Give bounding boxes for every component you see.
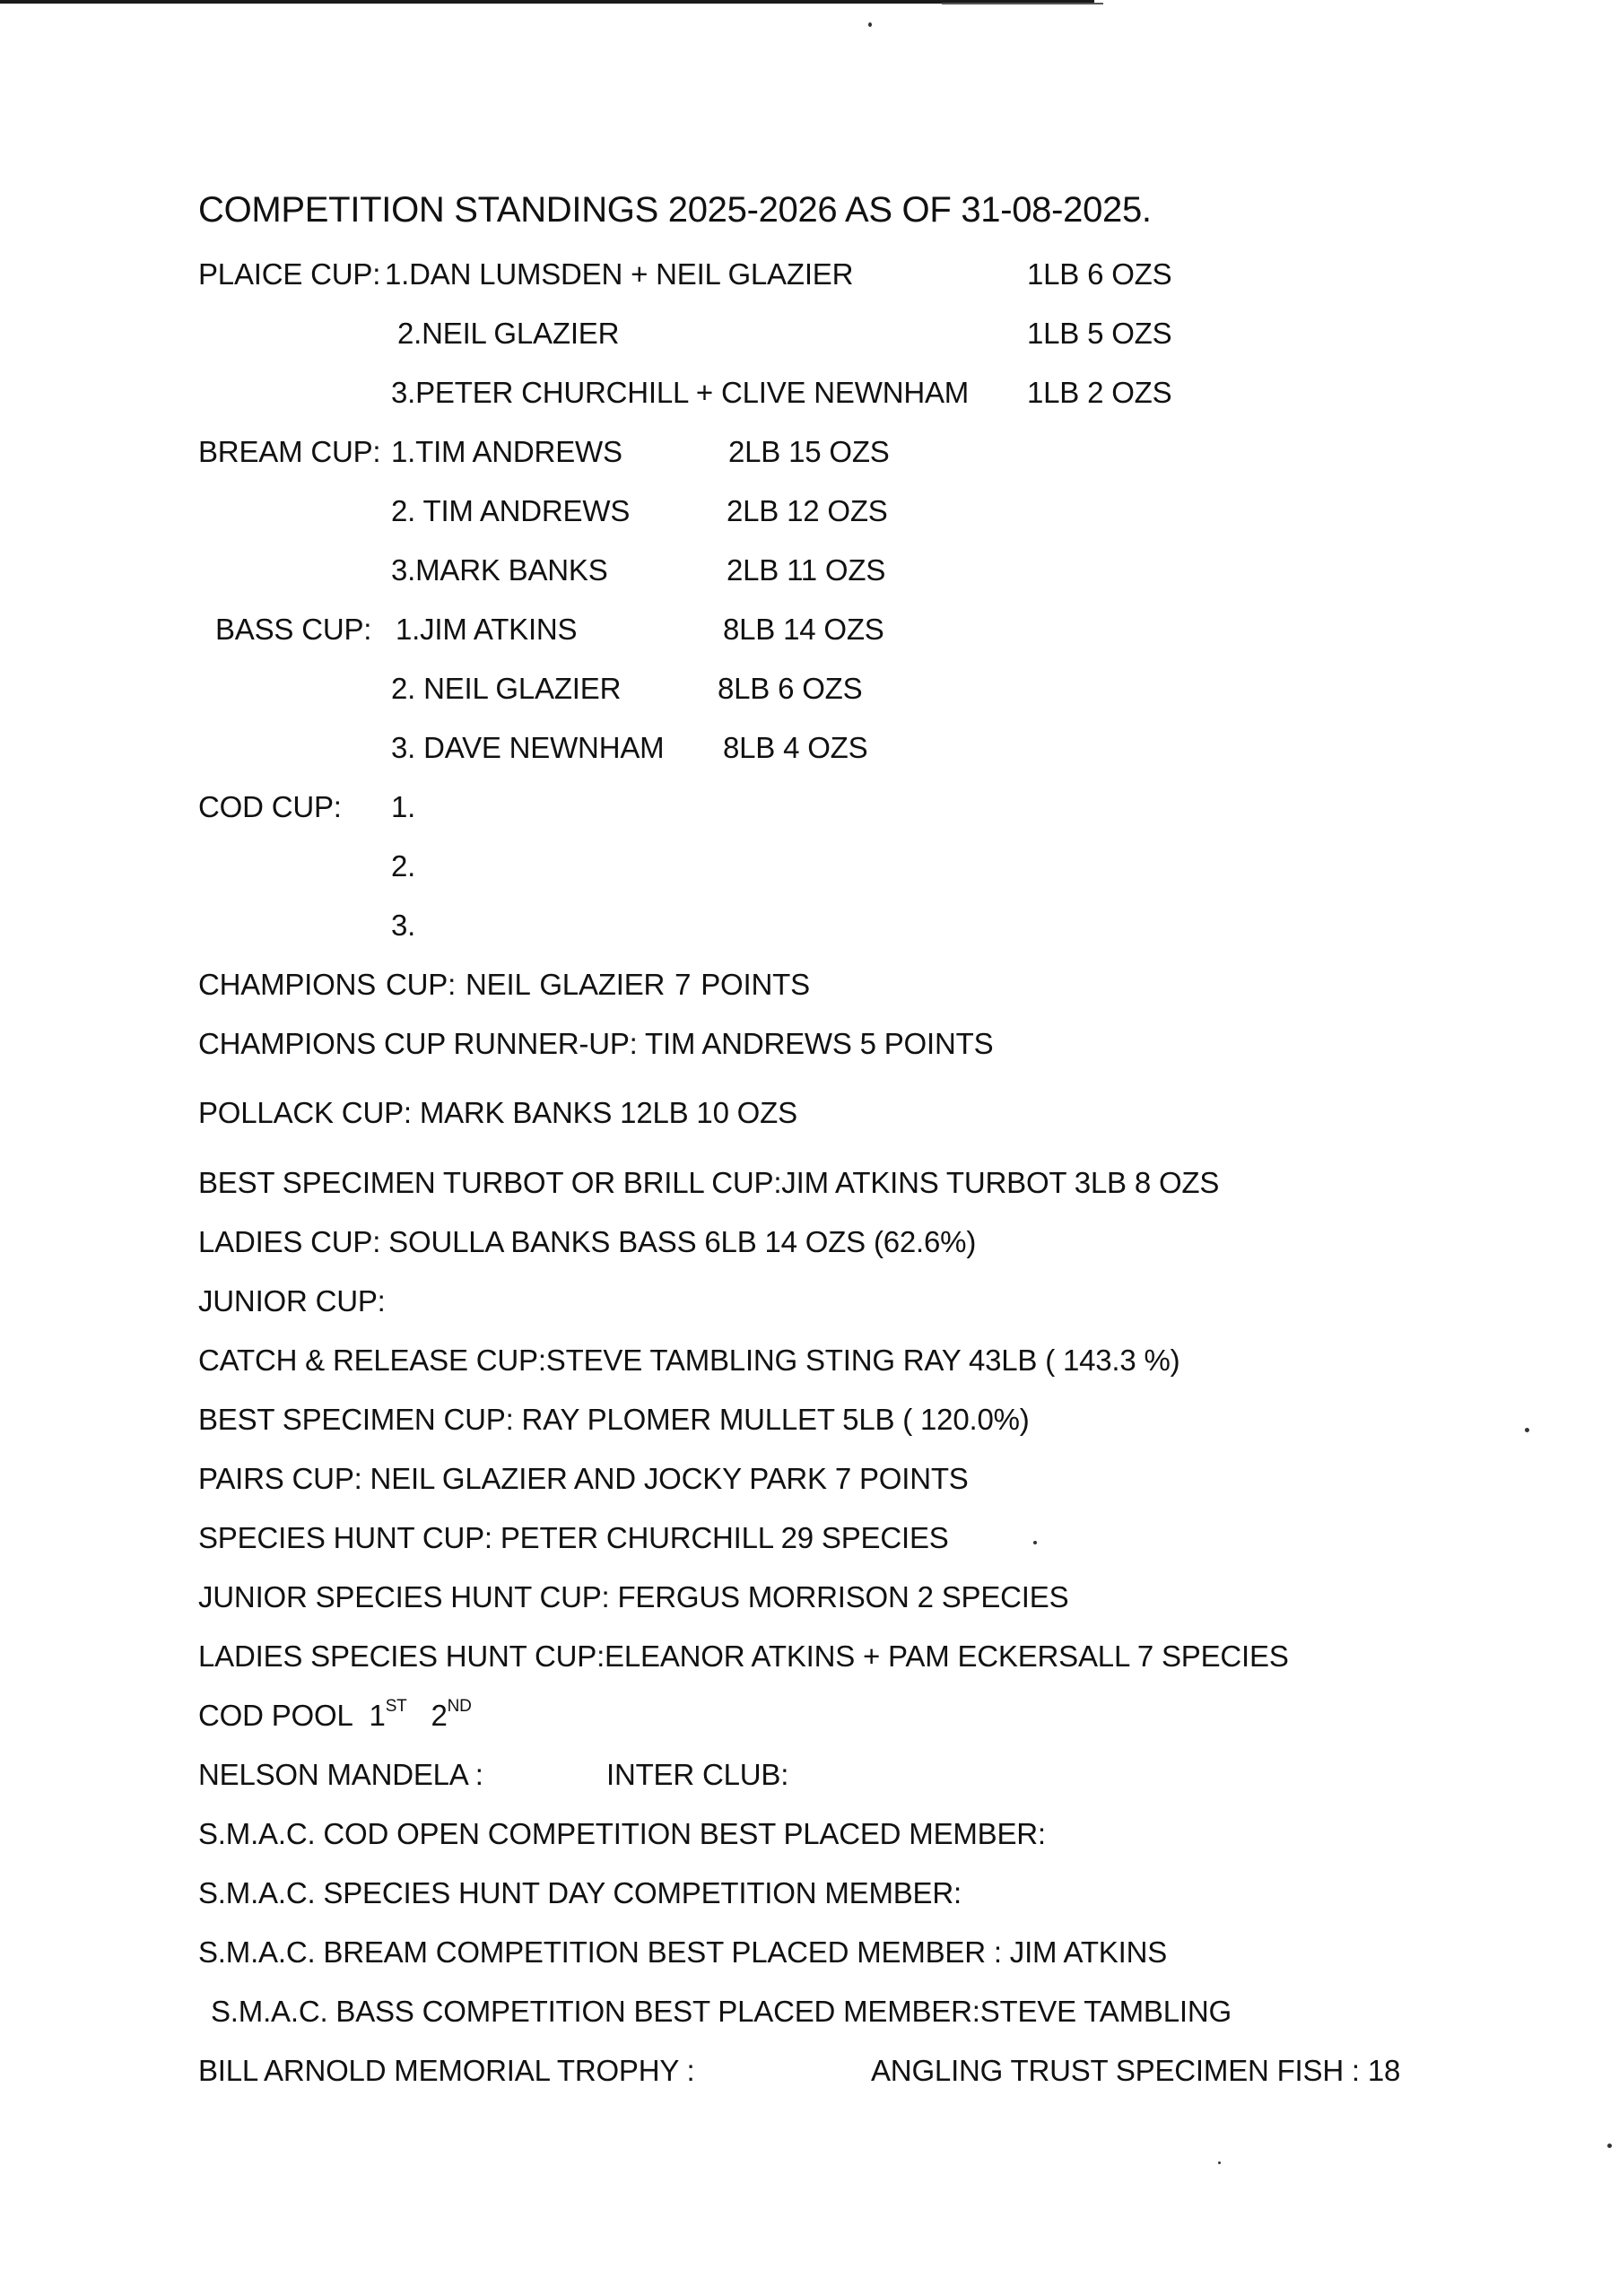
smac-cod-open-line: S.M.A.C. COD OPEN COMPETITION BEST PLACED MEMBER: bbox=[198, 1817, 1046, 1850]
junior-cup-line: JUNIOR CUP: bbox=[198, 1284, 386, 1318]
smac-bream-line: S.M.A.C. BREAM COMPETITION BEST PLACED MEMBER : JIM ATKINS bbox=[198, 1935, 1168, 1969]
bream-cup-label: BREAM CUP: bbox=[198, 435, 381, 468]
cod-place-3: 3. bbox=[391, 909, 416, 942]
bream-weight-2: 2LB 12 OZS bbox=[727, 494, 888, 527]
bass-weight-1: 8LB 14 OZS bbox=[723, 613, 884, 646]
plaice-weight-2: 1LB 5 OZS bbox=[1027, 317, 1172, 350]
angling-trust-specimen-line: ANGLING TRUST SPECIMEN FISH : 18 bbox=[871, 2054, 1401, 2087]
plaice-cup-label: PLAICE CUP: bbox=[198, 257, 381, 291]
inter-club-label: INTER CLUB: bbox=[606, 1758, 789, 1791]
page-title: COMPETITION STANDINGS 2025-2026 AS OF 31-08-2025. bbox=[198, 190, 1152, 230]
cod-pool-label: COD POOL bbox=[198, 1699, 353, 1732]
scan-speck bbox=[1525, 1428, 1529, 1432]
bream-weight-3: 2LB 11 OZS bbox=[727, 553, 886, 587]
pollack-cup-line: POLLACK CUP: MARK BANKS 12LB 10 OZS bbox=[198, 1096, 797, 1129]
bass-weight-3: 8LB 4 OZS bbox=[723, 731, 868, 764]
bream-weight-1: 2LB 15 OZS bbox=[728, 435, 890, 468]
bream-place-2: 2. TIM ANDREWS bbox=[391, 494, 631, 527]
bass-place-2: 2. NEIL GLAZIER bbox=[391, 672, 622, 705]
junior-species-hunt-cup-line: JUNIOR SPECIES HUNT CUP: FERGUS MORRISON 2 SPECIES bbox=[198, 1580, 1069, 1613]
cod-pool-line bbox=[198, 1698, 472, 1734]
cod-place-1: 1. bbox=[391, 790, 416, 823]
cod-pool-first-sup: ST bbox=[385, 1697, 407, 1716]
bass-place-1: 1.JIM ATKINS bbox=[396, 613, 578, 646]
champions-runner-up-line: CHAMPIONS CUP RUNNER-UP: TIM ANDREWS 5 POINTS bbox=[198, 1027, 994, 1060]
scan-speck bbox=[1218, 2161, 1221, 2164]
smac-bass-line: S.M.A.C. BASS COMPETITION BEST PLACED MEMBER:STEVE TAMBLING bbox=[211, 1995, 1232, 2028]
species-hunt-cup-line: SPECIES HUNT CUP: PETER CHURCHILL 29 SPECIES bbox=[198, 1521, 949, 1554]
scan-speck bbox=[868, 22, 872, 27]
bream-place-3: 3.MARK BANKS bbox=[391, 553, 608, 587]
cod-cup-label: COD CUP: bbox=[198, 790, 342, 823]
cod-pool-second-sup: ND bbox=[447, 1697, 472, 1716]
plaice-place-2: 2.NEIL GLAZIER bbox=[397, 317, 620, 350]
scan-top-edge-fragment bbox=[942, 3, 1103, 4]
cod-pool-first-num: 1 bbox=[369, 1699, 386, 1732]
ladies-species-hunt-cup-line: LADIES SPECIES HUNT CUP:ELEANOR ATKINS + PAM ECKERSALL 7 SPECIES bbox=[198, 1639, 1289, 1673]
plaice-weight-3: 1LB 2 OZS bbox=[1027, 376, 1172, 409]
turbot-brill-cup-line: BEST SPECIMEN TURBOT OR BRILL CUP:JIM ATKINS TURBOT 3LB 8 OZS bbox=[198, 1166, 1220, 1199]
scan-speck bbox=[1607, 2144, 1612, 2148]
bill-arnold-trophy-label: BILL ARNOLD MEMORIAL TROPHY : bbox=[198, 2054, 695, 2087]
cod-place-2: 2. bbox=[391, 849, 416, 883]
plaice-place-3: 3.PETER CHURCHILL + CLIVE NEWNHAM bbox=[391, 376, 970, 409]
smac-species-hunt-line: S.M.A.C. SPECIES HUNT DAY COMPETITION MEMBER: bbox=[198, 1876, 962, 1909]
plaice-place-1: 1.DAN LUMSDEN + NEIL GLAZIER bbox=[385, 257, 854, 291]
ladies-cup-line: LADIES CUP: SOULLA BANKS BASS 6LB 14 OZS (62.6%) bbox=[198, 1225, 977, 1258]
bass-weight-2: 8LB 6 OZS bbox=[718, 672, 863, 705]
pairs-cup-line: PAIRS CUP: NEIL GLAZIER AND JOCKY PARK 7 POINTS bbox=[198, 1462, 969, 1495]
nelson-mandela-label: NELSON MANDELA : bbox=[198, 1758, 483, 1791]
cod-pool-second-num: 2 bbox=[431, 1699, 448, 1732]
bass-place-3: 3. DAVE NEWNHAM bbox=[391, 731, 665, 764]
scan-speck bbox=[1033, 1541, 1037, 1544]
plaice-weight-1: 1LB 6 OZS bbox=[1027, 257, 1172, 291]
best-specimen-cup-line: BEST SPECIMEN CUP: RAY PLOMER MULLET 5LB ( 120.0%) bbox=[198, 1403, 1030, 1436]
bream-place-1: 1.TIM ANDREWS bbox=[391, 435, 622, 468]
scan-top-edge bbox=[0, 0, 1094, 4]
bass-cup-label: BASS CUP: bbox=[215, 613, 372, 646]
catch-release-cup-line: CATCH & RELEASE CUP:STEVE TAMBLING STING RAY 43LB ( 143.3 %) bbox=[198, 1344, 1180, 1377]
champions-cup-line: CHAMPIONS CUP: NEIL GLAZIER 7 POINTS bbox=[198, 968, 810, 1001]
